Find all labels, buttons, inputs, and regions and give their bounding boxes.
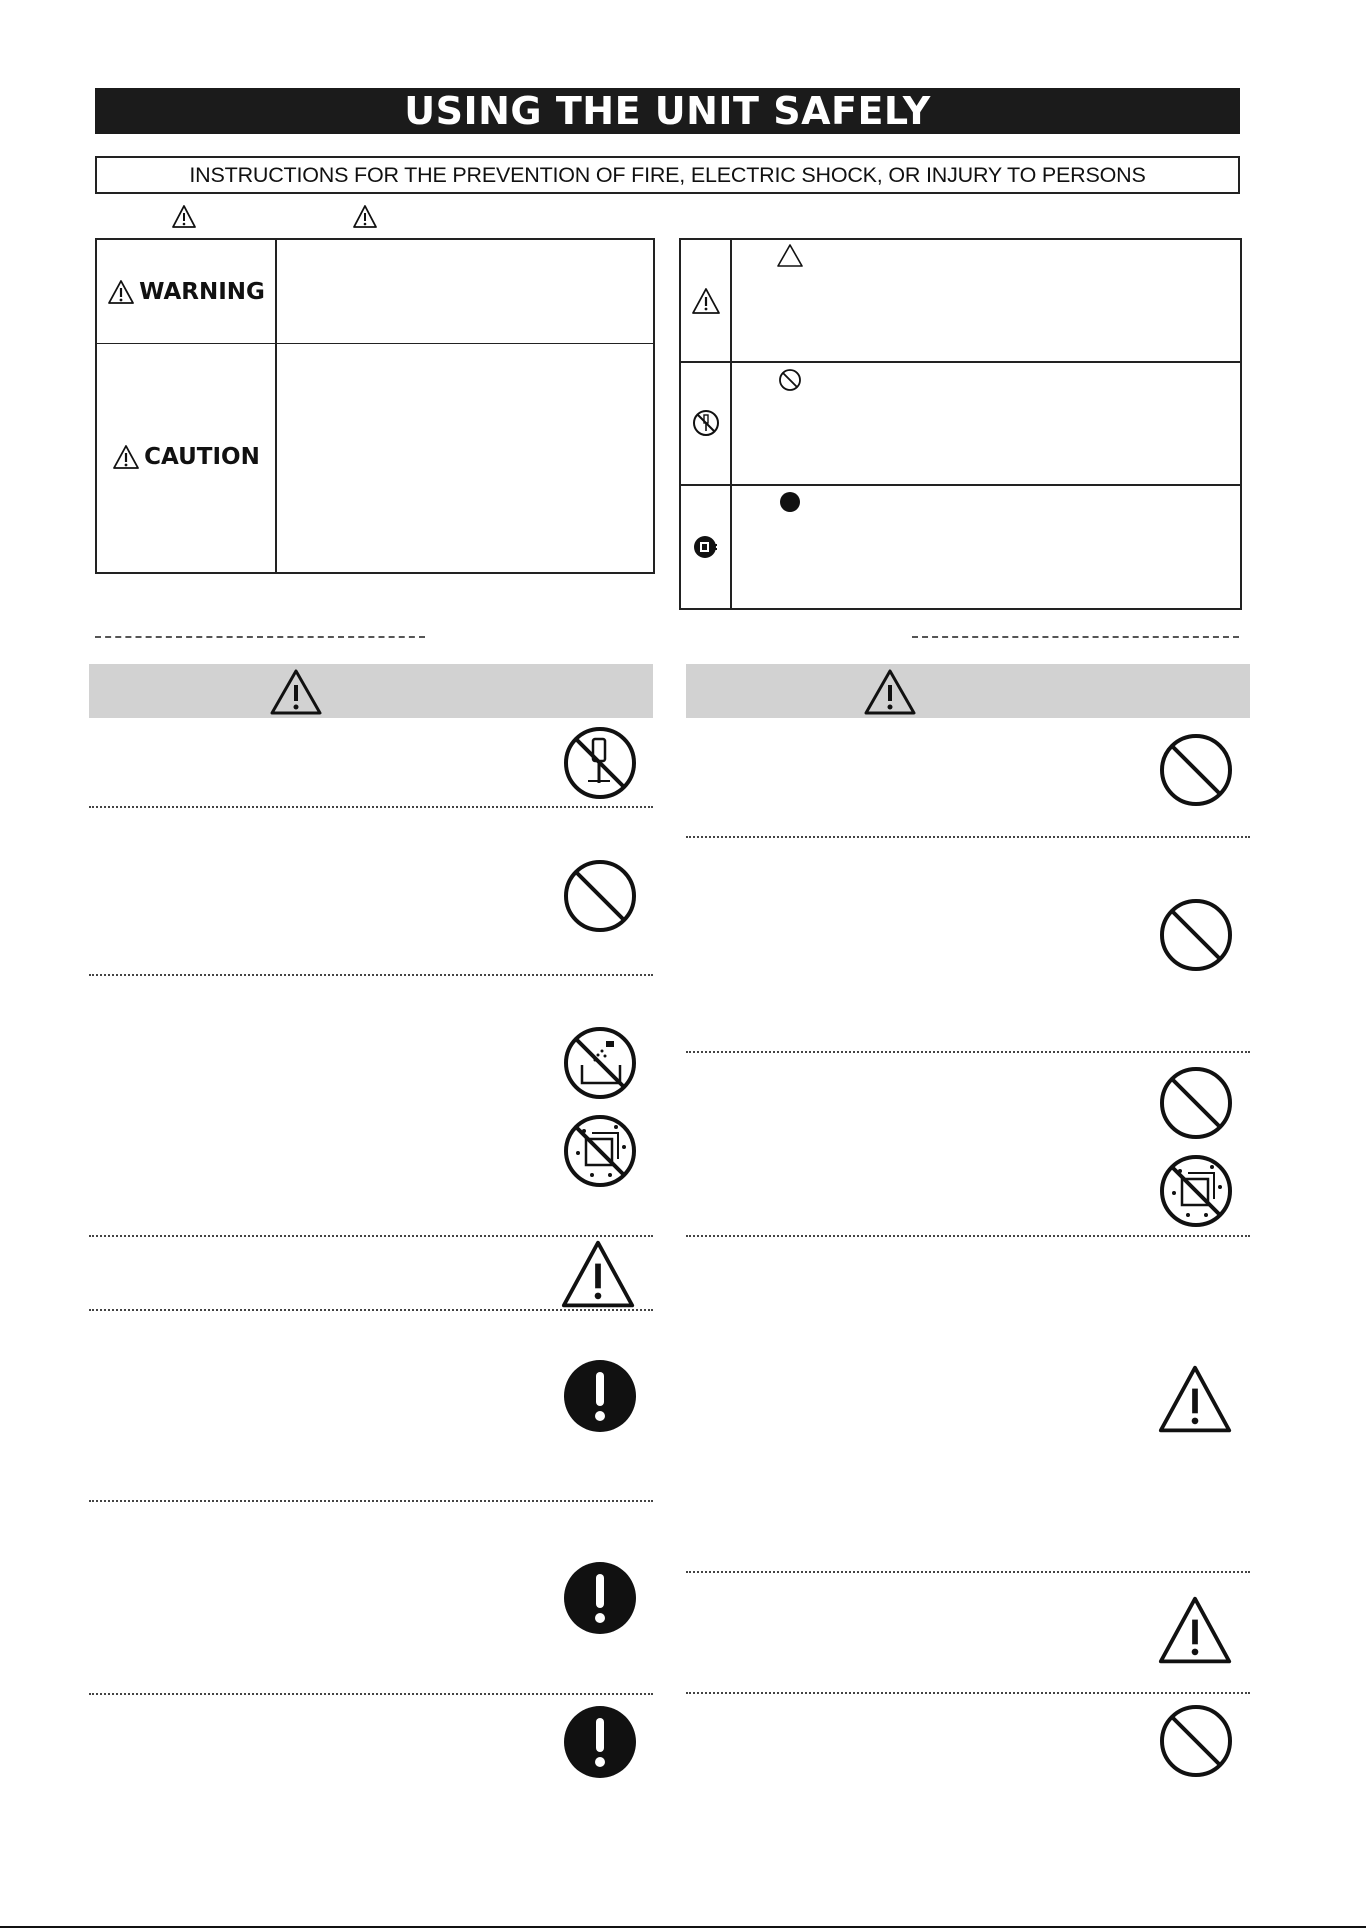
divider xyxy=(686,836,1250,838)
table-row-divider xyxy=(681,361,1240,363)
do-not-disassemble-icon xyxy=(691,408,721,438)
prohibited-icon xyxy=(1158,1065,1234,1141)
mandatory-action-icon xyxy=(562,1704,638,1780)
table-row-divider xyxy=(681,484,1240,486)
prohibited-icon xyxy=(562,858,638,934)
divider xyxy=(686,1051,1250,1053)
caution-label: CAUTION xyxy=(97,344,275,570)
caution-triangle-icon xyxy=(112,444,140,470)
no-moisture-icon xyxy=(562,1113,638,1189)
caution-triangle-icon xyxy=(691,286,721,316)
open-triangle-icon xyxy=(776,242,804,270)
caution-triangle-icon xyxy=(352,204,378,230)
page-bottom-rule xyxy=(0,1926,1366,1928)
divider xyxy=(89,1309,653,1311)
do-not-disassemble-icon xyxy=(562,725,638,801)
prohibition-circle-icon xyxy=(776,366,804,394)
caution-triangle-icon xyxy=(863,668,917,716)
divider xyxy=(89,974,653,976)
mandatory-action-icon xyxy=(562,1560,638,1636)
warning-triangle-icon xyxy=(107,279,135,305)
warning-triangle-icon xyxy=(1157,1593,1233,1669)
mandatory-action-icon xyxy=(562,1358,638,1434)
prohibited-icon xyxy=(1158,1703,1234,1779)
page-subtitle: INSTRUCTIONS FOR THE PREVENTION OF FIRE, ELECTRIC SHOCK, OR INJURY TO PERSONS xyxy=(95,156,1240,194)
caution-triangle-icon xyxy=(171,204,197,230)
caution-section-header xyxy=(686,664,1250,718)
warning-label: WARNING xyxy=(97,240,275,343)
no-water-exposure-icon xyxy=(562,1025,638,1101)
prohibited-icon xyxy=(1158,732,1234,808)
no-moisture-icon xyxy=(1158,1153,1234,1229)
warning-triangle-icon xyxy=(269,668,323,716)
page-title: USING THE UNIT SAFELY xyxy=(95,88,1240,134)
divider xyxy=(686,1235,1250,1237)
table-divider xyxy=(275,240,277,572)
symbols-table xyxy=(679,238,1242,610)
warning-triangle-icon xyxy=(1157,1362,1233,1438)
divider xyxy=(89,1500,653,1502)
warning-triangle-icon xyxy=(560,1237,636,1313)
prohibited-icon xyxy=(1158,897,1234,973)
divider xyxy=(912,636,1239,638)
warning-section-header xyxy=(89,664,653,718)
divider xyxy=(89,806,653,808)
divider xyxy=(686,1692,1250,1694)
divider xyxy=(686,1571,1250,1573)
divider xyxy=(89,1693,653,1695)
table-divider xyxy=(730,240,732,608)
divider xyxy=(95,636,425,638)
definitions-table xyxy=(95,238,655,574)
filled-dot-icon xyxy=(776,488,804,516)
unplug-icon xyxy=(691,532,721,562)
